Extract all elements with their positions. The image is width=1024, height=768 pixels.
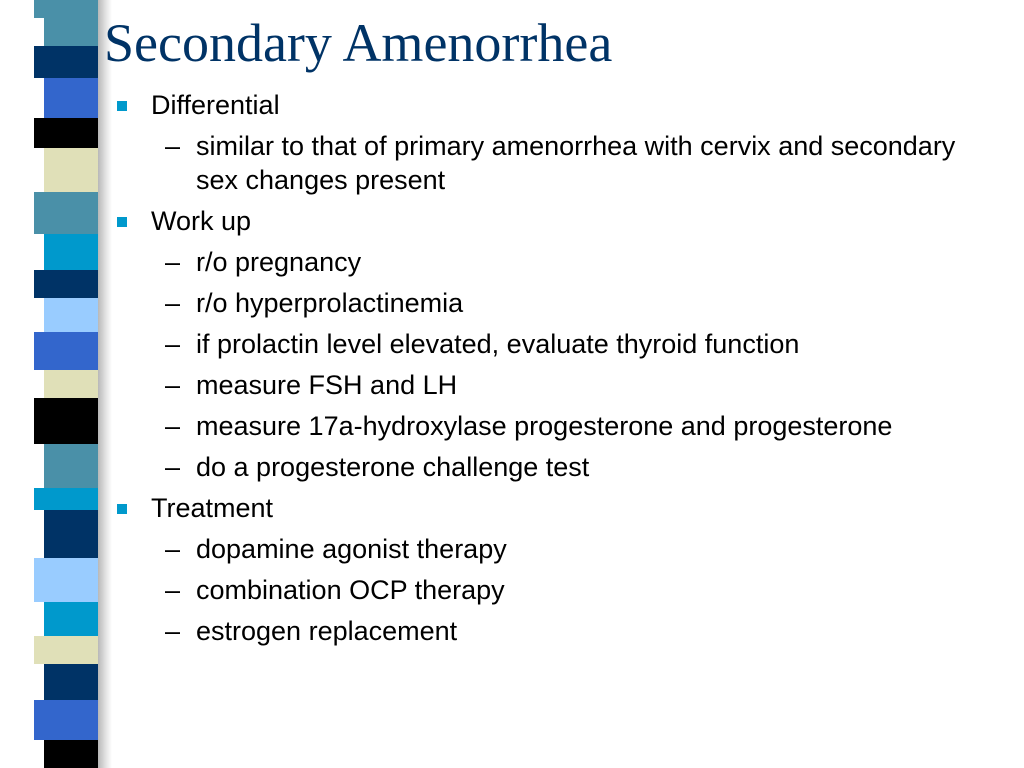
stripe-band [34,398,98,444]
section-label: Work up [151,206,252,236]
dash-bullet-icon: – [165,452,181,482]
dash-bullet-icon: – [165,575,181,605]
sub-item-text: do a progesterone challenge test [196,452,590,482]
sub-item-text: r/o hyperprolactinemia [196,288,464,318]
stripe-band [44,664,98,700]
slide-title: Secondary Amenorrhea [104,13,613,73]
sub-item [110,368,990,402]
sub-item [110,573,990,607]
sub-item-text: measure FSH and LH [196,370,458,400]
stripe-band [44,602,98,636]
sub-item [110,450,990,484]
stripe-band [34,118,98,148]
stripe-band [44,740,98,768]
sub-item-text: similar to that of primary amenorrhea with cervix and secondary sex changes present [196,131,956,195]
sub-item [110,327,990,361]
dash-bullet-icon: – [165,534,181,564]
sub-item [110,245,990,279]
stripe-band [34,636,98,664]
stripe-band [44,444,98,488]
stripe-band [44,148,98,192]
sub-item-text: if prolactin level elevated, evaluate thyroid function [196,329,800,359]
dash-bullet-icon: – [165,370,181,400]
section-work-up [110,204,990,238]
stripe-band [34,0,98,18]
stripe-band [44,298,98,332]
stripe-band [44,510,98,558]
square-bullet-icon [117,504,127,514]
section-treatment [110,491,990,525]
stripe-band [34,332,98,370]
sub-item [110,409,990,443]
sub-item [110,286,990,320]
dash-bullet-icon: – [165,616,181,646]
stripe-band [44,78,98,118]
square-bullet-icon [117,217,127,227]
sub-item-text: r/o pregnancy [196,247,362,277]
section-differential [110,88,990,122]
stripe-band [34,558,98,602]
stripe-band [34,488,98,510]
dash-bullet-icon: – [165,131,181,161]
dash-bullet-icon: – [165,329,181,359]
stripe-band [34,46,98,78]
sub-item [110,614,990,648]
square-bullet-icon [117,101,127,111]
decorative-stripe [0,0,112,768]
section-label: Differential [151,90,280,120]
stripe-band [44,234,98,270]
stripe-band [34,700,98,740]
sub-item-text: dopamine agonist therapy [196,534,507,564]
sub-item [110,129,990,197]
slide-content [110,88,990,655]
stripe-band [44,18,98,46]
dash-bullet-icon: – [165,411,181,441]
dash-bullet-icon: – [165,247,181,277]
stripe-band [34,192,98,234]
sub-item-text: estrogen replacement [196,616,458,646]
dash-bullet-icon: – [165,288,181,318]
stripe-band [44,370,98,398]
stripe-band [34,270,98,298]
section-label: Treatment [151,493,274,523]
sub-item-text: measure 17a-hydroxylase progesterone and progesterone [196,411,893,441]
sub-item-text: combination OCP therapy [196,575,505,605]
sub-item [110,532,990,566]
